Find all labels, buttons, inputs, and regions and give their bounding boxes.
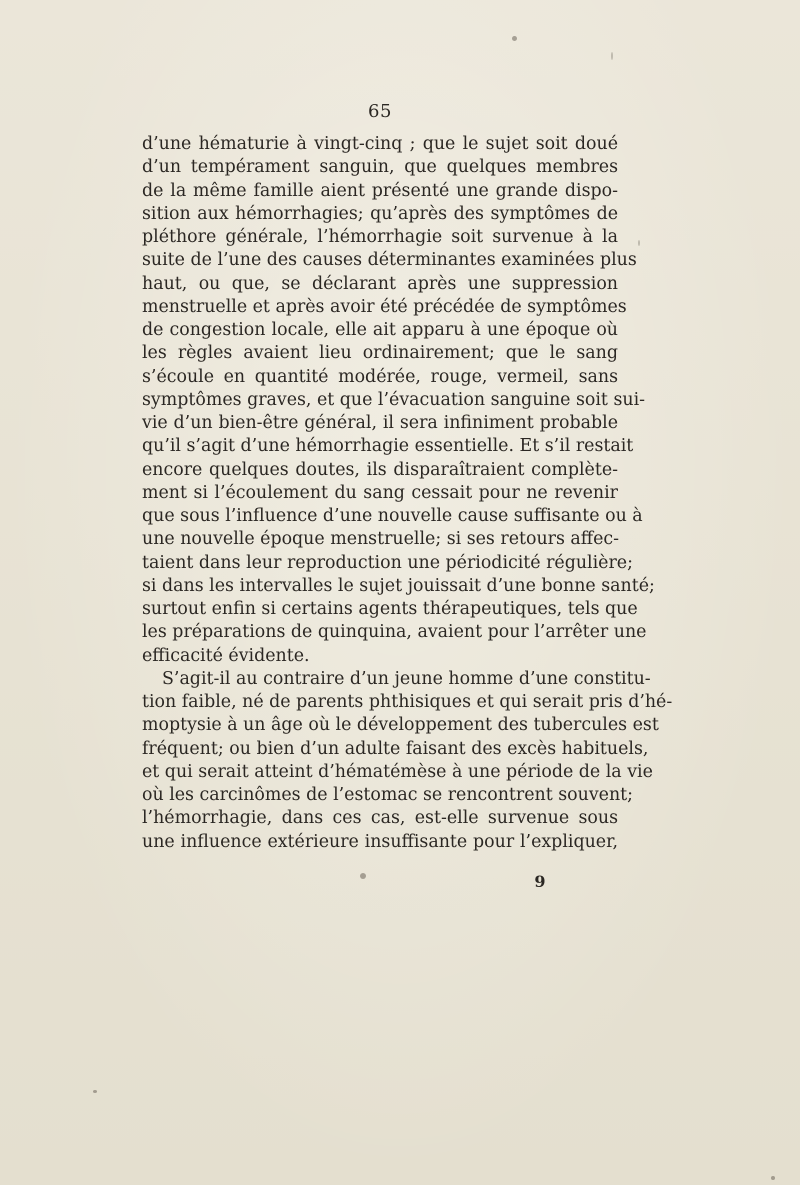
paper-speck — [638, 240, 640, 246]
text-line: tion faible, né de parents phthisiques et qui serait pris d’hé- — [142, 692, 673, 712]
text-line: où les carcinômes de l’estomac se rencontrent souvent; — [142, 785, 634, 805]
text-line: de la même famille aient présenté une grande dispo- — [142, 180, 618, 201]
text-line: moptysie à un âge où le développement des tubercules est — [142, 715, 659, 736]
paper-speck — [360, 873, 366, 879]
text-line: surtout enfin si certains agents thérapeutiques, tels que — [142, 599, 638, 619]
text-line: les préparations de quinquina, avaient pour l’arrêter une — [142, 622, 647, 643]
text-line: S’agit-il au contraire d’un jeune homme d’une constitu- — [162, 668, 651, 689]
text-line: s’écoule en quantité modérée, rouge, vermeil, sans — [142, 366, 618, 387]
text-line: encore quelques doutes, ils disparaîtraient complète- — [142, 459, 618, 480]
text-line: symptômes graves, et que l’évacuation sanguine soit sui- — [142, 389, 646, 410]
body-text — [142, 133, 673, 854]
text-line: taient dans leur reproduction une périodicité régulière; — [142, 552, 633, 573]
text-line: et qui serait atteint d’hématémèse à une période de la vie — [142, 761, 653, 782]
text-line: haut, ou que, se déclarant après une suppression — [142, 273, 618, 294]
text-line: d’un tempérament sanguin, que quelques membres — [142, 157, 618, 178]
paper-speck — [611, 52, 613, 60]
text-line: l’hémorrhagie, dans ces cas, est-elle survenue sous — [142, 808, 618, 829]
paper-speck — [771, 1176, 775, 1180]
paper-speck — [512, 36, 517, 41]
text-line: de congestion locale, elle ait apparu à une époque où — [142, 320, 618, 340]
signature-mark: 9 — [534, 872, 546, 891]
text-line: sition aux hémorrhagies; qu’après des symptômes de — [142, 203, 618, 224]
text-line: que sous l’influence d’une nouvelle cause suffisante ou à — [142, 506, 643, 526]
text-line: une influence extérieure insuffisante pour l’expliquer, — [142, 831, 618, 852]
text-line: ment si l’écoulement du sang cessait pour ne revenir — [142, 482, 618, 503]
text-line: d’une hématurie à vingt-cinq ; que le sujet soit doué — [142, 134, 618, 154]
text-line: qu’il s’agit d’une hémorrhagie essentielle. Et s’il restait — [142, 436, 634, 457]
paper-speck — [93, 1090, 97, 1093]
text-line: une nouvelle époque menstruelle; si ses retours affec- — [142, 529, 620, 550]
text-line: si dans les intervalles le sujet jouissait d’une bonne santé; — [142, 575, 655, 596]
text-line: pléthore générale, l’hémorrhagie soit survenue à la — [142, 227, 618, 247]
page-number: 65 — [368, 101, 392, 122]
text-line: vie d’un bien-être général, il sera infiniment probable — [142, 413, 618, 433]
text-line: suite de l’une des causes déterminantes examinées plus — [142, 250, 637, 271]
text-line: les règles avaient lieu ordinairement; que le sang — [142, 343, 618, 364]
text-line: efficacité évidente. — [142, 645, 310, 666]
text-line: menstruelle et après avoir été précédée de symptômes — [142, 296, 627, 317]
text-line: fréquent; ou bien d’un adulte faisant des excès habituels, — [142, 738, 649, 759]
